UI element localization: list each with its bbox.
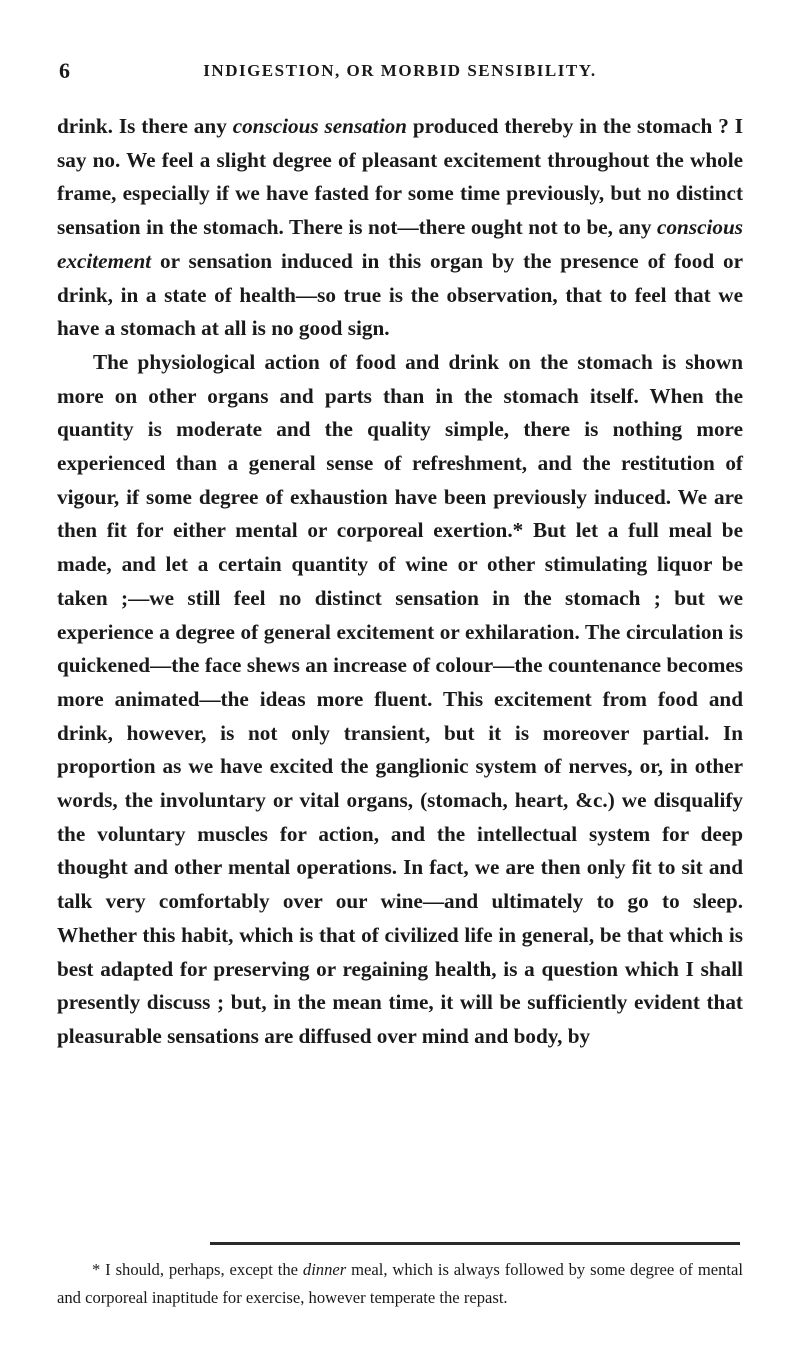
italic-phrase: conscious sensation [232,114,407,138]
running-head: INDIGESTION, OR MORBID SENSIBILITY. [203,61,597,80]
page-header [55,58,745,88]
page-number: 6 [59,58,70,83]
text-span: or sensation induced in this organ by the presence of food or drink, in a state of health—so true is the observation, that to feel that we have a stomach at all is no good sign. [57,248,743,341]
text-span: drink. Is there any [57,114,233,138]
footnote [57,1256,743,1312]
italic-phrase: conscious excitement [57,215,743,273]
text-span: * I should, perhaps, except the [92,1260,303,1279]
paragraph-2 [57,346,743,1054]
footnote-paragraph [57,1256,743,1312]
text-span: The physiological action of food and drink on the stomach is shown more on other organs and parts than in the stomach itself. When the quantity is moderate and the quality simple, there is nothing more experienced than a general sense of refreshment, and the restitution of vigour, if some degree of exhaustion have been previously induced. We are then fit for either mental or corporeal exertion.* But let a full meal be made, and let a certain quantity of wine or other stimulating liquor be taken ;—we still feel no distinct sensation in the stomach ; but we experience a degree of general excitement or exhilaration. The circulation is quickened—the face shews an increase of colour—the countenance becomes more animated—the ideas more fluent. This excitement from food and drink, however, is not only transient, but it is moreover partial. In proportion as we have excited the ganglionic system of nerves, or, in other words, the involuntary or vital organs, (stomach, heart, &c.) we disqualify the voluntary muscles for action, and the intellectual system for deep thought and other mental operations. In fact, we are then only fit to sit and talk very comfortably over our wine—and ultimately to go to sleep. Whether this habit, which is that of civilized life in general, be that which is best adapted for preserving or regaining health, is a question which I shall presently discuss ; but, in the mean time, it will be sufficiently evident that pleasurable sensations are diffused over mind and body, by [57,349,743,1048]
main-text [57,110,743,1054]
italic-phrase: dinner [302,1260,347,1279]
footnote-rule [210,1242,740,1245]
text-span: produced thereby in the stomach ? I say no. We feel a slight degree of pleasant excitement throughout the whole frame, especially if we have fasted for some time previously, but no distinct sensation in the stomach. There is not—there ought not to be, any [57,114,743,240]
paragraph-1 [57,110,743,346]
text-span: meal, which is always followed by some degree of mental and corporeal inaptitude for exercise, however temperate the repast. [57,1260,743,1307]
